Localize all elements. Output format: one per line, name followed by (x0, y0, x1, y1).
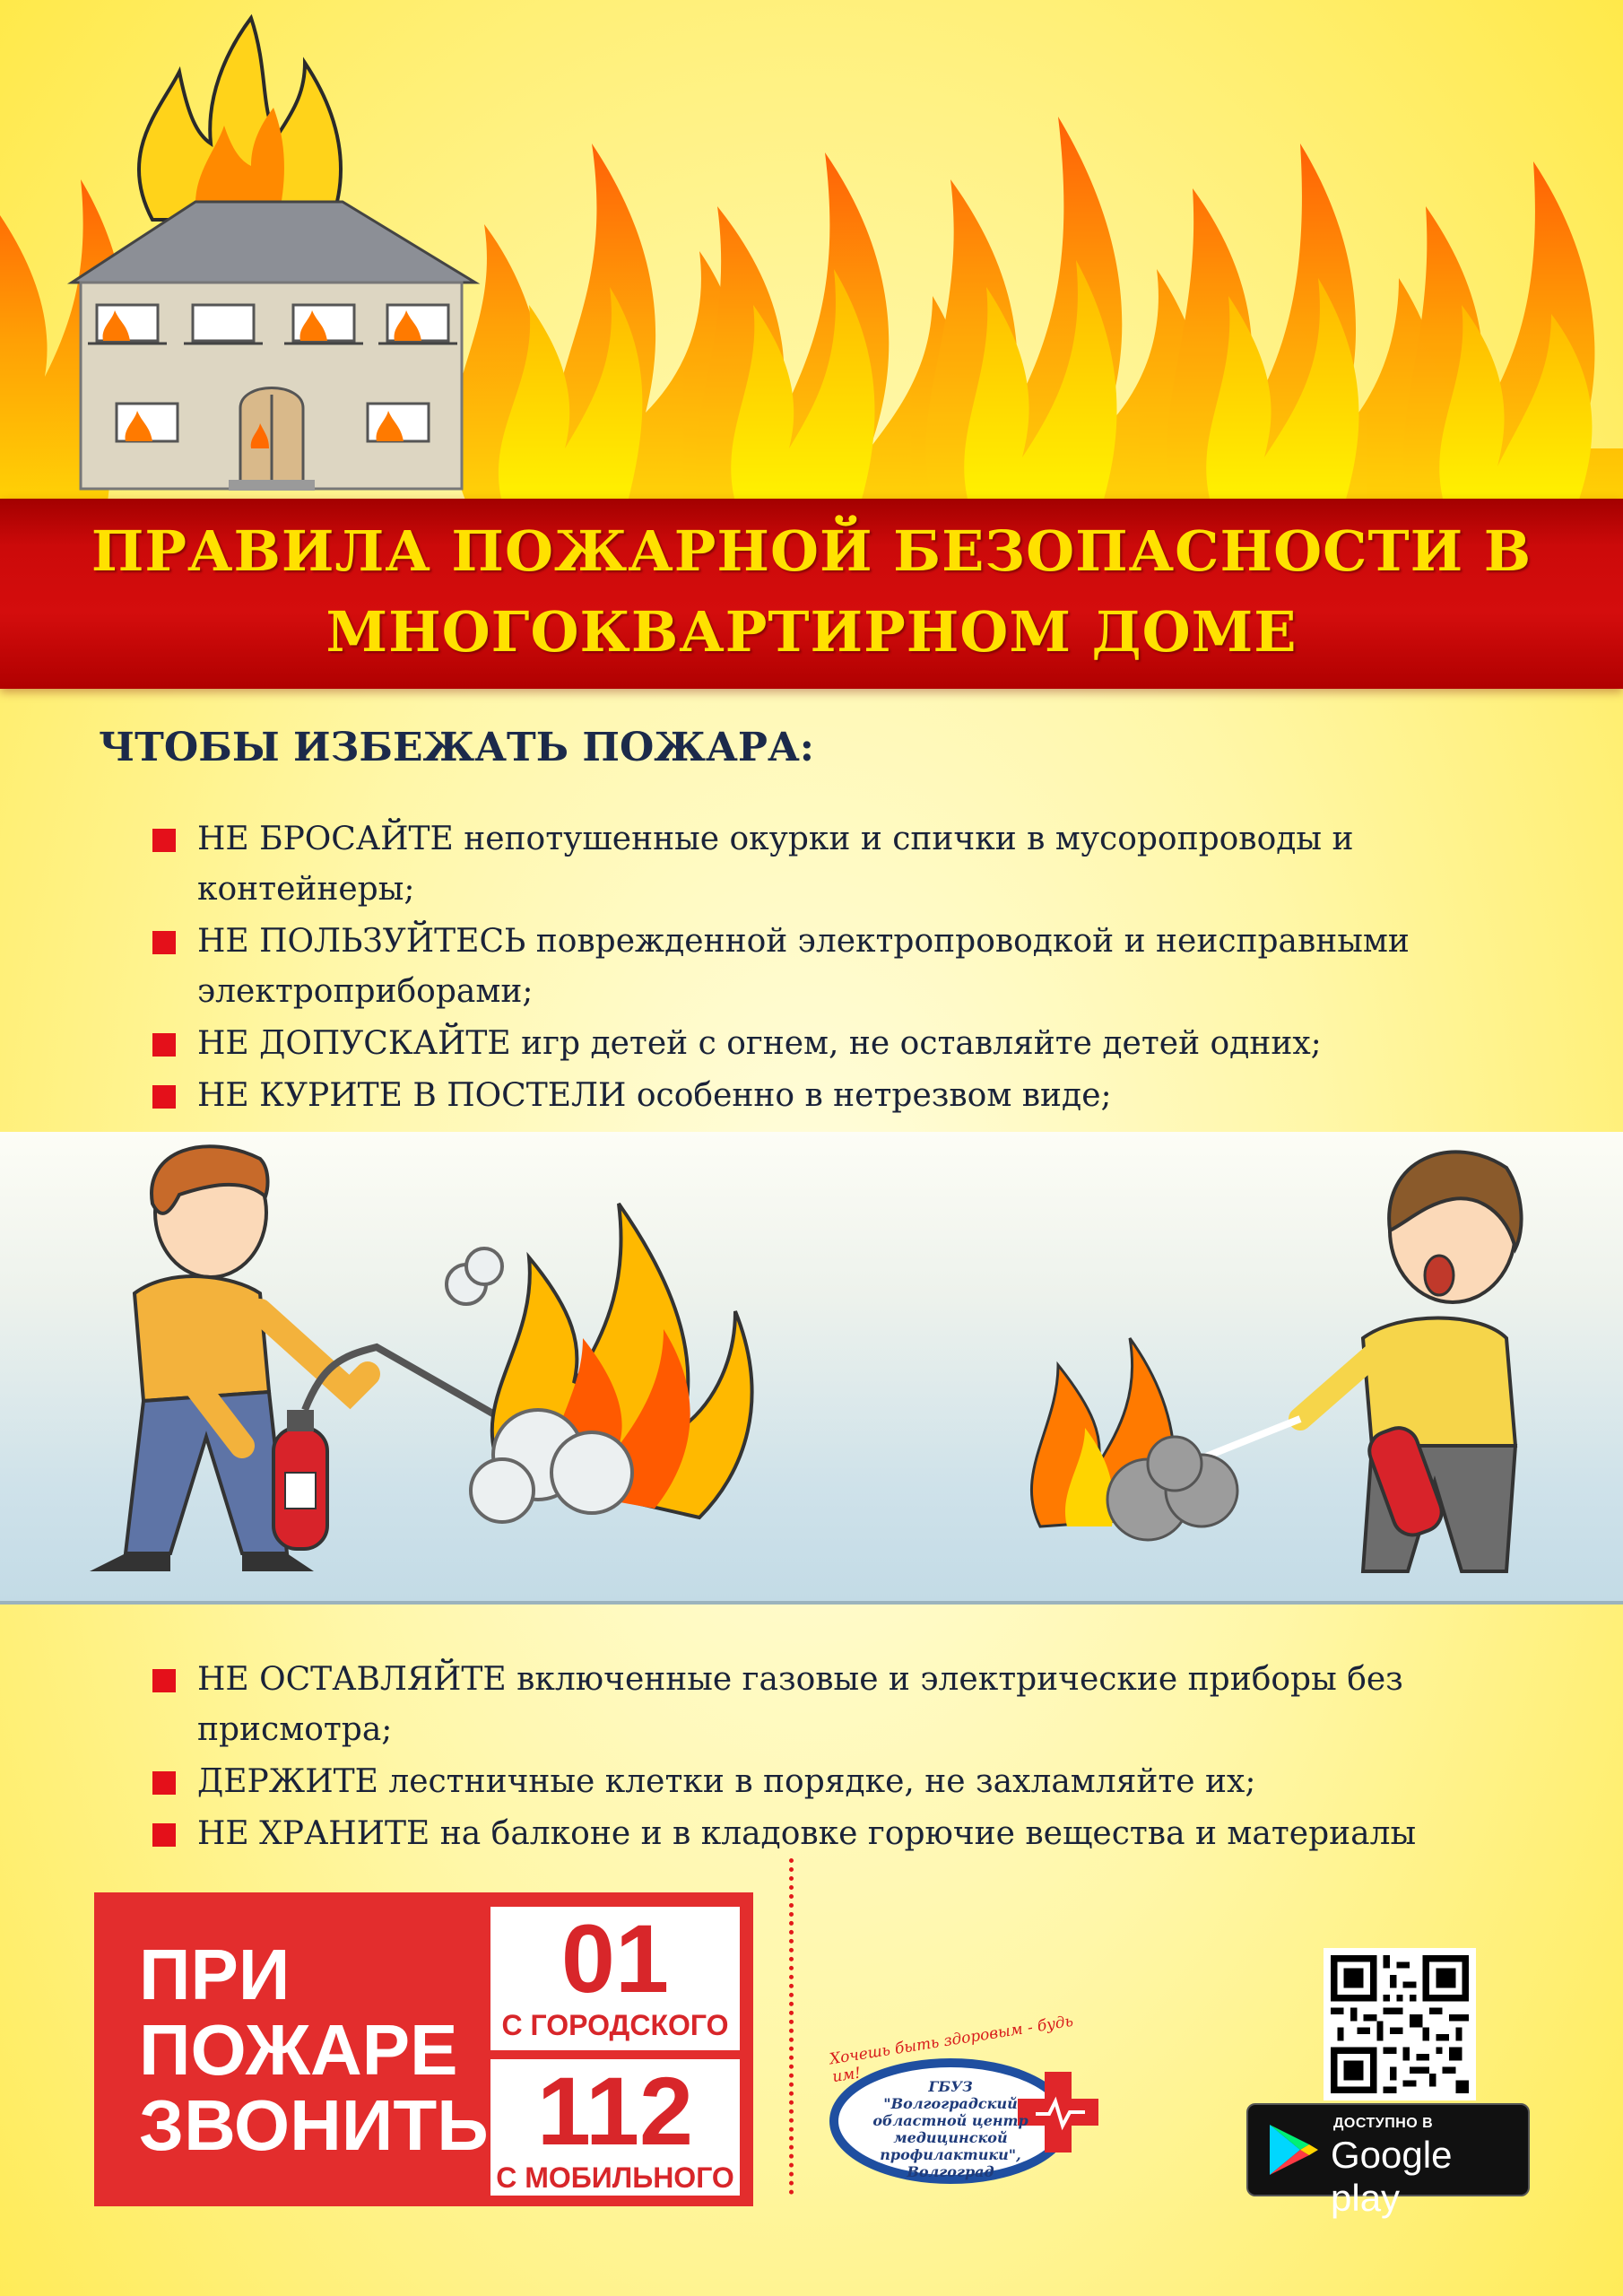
logo-line-2: областной центр (872, 2112, 1028, 2129)
illustration-band (0, 1132, 1623, 1605)
logo-motto: Хочешь быть здоровым - будь им! (828, 2012, 1075, 2087)
title-line-1: ПРАВИЛА ПОЖАРНОЙ БЕЗОПАСНОСТИ В (91, 518, 1532, 584)
rule-item (152, 1757, 1551, 1807)
emergency-line-2: ПОЖАРЕ (139, 2010, 458, 2090)
rule-lead: НЕ ПОЛЬЗУЙТЕСЬ (197, 923, 526, 960)
extinguishing-fire-illustration (0, 1132, 1623, 1601)
google-play-icon (1264, 2121, 1322, 2179)
mobile-number: 112 (536, 2057, 694, 2165)
rule-lead: НЕ ДОПУСКАЙТЕ (197, 1025, 511, 1062)
house-on-fire-icon (63, 0, 484, 502)
section-heading: ЧТОБЫ ИЗБЕЖАТЬ ПОЖАРА: (99, 725, 815, 770)
rule-item (152, 1071, 1551, 1121)
logo-text (870, 2078, 1031, 2180)
rule-text: непотушенные окурки и спички в мусоропроводы и контейнеры; (197, 821, 1354, 908)
rule-text: включенные газовые и электрические приборы без присмотра; (197, 1661, 1403, 1748)
title-banner (0, 499, 1623, 689)
mobile-number-box (490, 2059, 740, 2196)
fire-extinguisher-icon (273, 1347, 502, 1549)
rule-lead: НЕ БРОСАЙТЕ (197, 821, 454, 857)
bullet-icon (152, 1669, 176, 1692)
rule-item (152, 1655, 1551, 1755)
dotted-divider (789, 1858, 794, 2195)
logo-line-4: профилактики", (880, 2146, 1021, 2163)
rule-text: на балконе и в кладовке горючие вещества и материалы (430, 1815, 1417, 1852)
rule-lead: ДЕРЖИТЕ (197, 1763, 378, 1800)
rule-text: игр детей с огнем, не оставляйте детей одних; (510, 1025, 1322, 1062)
bullet-icon (152, 1823, 176, 1847)
emergency-line-3: ЗВОНИТЬ (139, 2085, 489, 2165)
rule-lead: НЕ ОСТАВЛЯЙТЕ (197, 1661, 507, 1698)
organization-logo (820, 2013, 1107, 2193)
bullet-icon (152, 1085, 176, 1109)
rule-item (152, 917, 1551, 1017)
logo-line-1: ГБУЗ "Волгоградский (883, 2078, 1018, 2112)
emergency-line-1: ПРИ (139, 1935, 291, 2014)
rule-item (152, 1019, 1551, 1069)
rule-text: поврежденной электропроводкой и неисправными электроприборами; (197, 923, 1410, 1010)
emergency-call-text (139, 1937, 489, 2163)
rules-list-top (152, 814, 1551, 1123)
title-line-2: МНОГОКВАРТИРНОМ ДОМЕ (325, 599, 1298, 665)
city-number: 01 (560, 1904, 670, 2013)
qr-code-icon[interactable] (1324, 1948, 1476, 2100)
bullet-icon (152, 1771, 176, 1795)
store-badge-top-text: ДОСТУПНО В (1333, 2116, 1434, 2131)
google-play-badge[interactable] (1246, 2103, 1530, 2219)
rule-lead: НЕ ХРАНИТЕ (197, 1815, 430, 1852)
bullet-icon (152, 931, 176, 954)
mobile-number-label: С МОБИЛЬНОГО (496, 2161, 734, 2194)
rule-text: лестничные клетки в порядке, не захламляйте их; (378, 1763, 1256, 1800)
rules-list-bottom (152, 1655, 1551, 1861)
emergency-call-block (94, 1892, 753, 2206)
rule-lead: НЕ КУРИТЕ В ПОСТЕЛИ (197, 1077, 627, 1114)
logo-line-5: Волгоград (907, 2163, 994, 2180)
rule-text: особенно в нетрезвом виде; (626, 1077, 1112, 1114)
city-number-box (490, 1904, 740, 2050)
rule-item (152, 814, 1551, 915)
logo-line-3: медицинской (893, 2129, 1008, 2146)
store-badge-main-text: Google play (1331, 2134, 1453, 2219)
rule-item (152, 1809, 1551, 1859)
bullet-icon (152, 1033, 176, 1057)
bullet-icon (152, 829, 176, 852)
city-number-label: С ГОРОДСКОГО (501, 2009, 729, 2041)
